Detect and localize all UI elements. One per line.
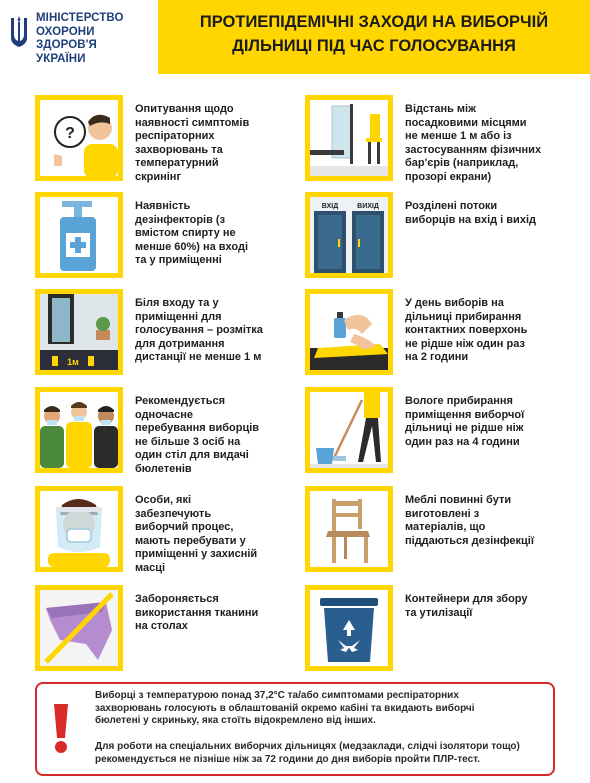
three-people-icon: [40, 392, 118, 468]
marking-tile: [35, 289, 123, 375]
flows-tile: [305, 192, 393, 278]
no-tablecloth-icon: [40, 590, 118, 666]
masks-label: Особи, які забезпечують виборчий процес, мають перебувати у приміщенні у захисній масці: [135, 494, 258, 574]
wet-cleaning-tile: [305, 387, 393, 473]
entry-exit-doors-icon: [310, 197, 388, 273]
no-cloth-label: Забороняється використання тканини на столах: [135, 593, 259, 632]
face-shield-person-icon: [40, 491, 118, 567]
ministry-logo: [8, 10, 124, 74]
mopping-icon: [310, 392, 388, 468]
sanitizer-bottle-icon: [40, 197, 118, 273]
question-person-icon: [40, 100, 118, 176]
distance-tile: [305, 95, 393, 181]
wet-cleaning-label: Вологе прибирання приміщення виборчої дільниці не рідше ніж один раз на 4 години: [405, 395, 525, 448]
furniture-label: Меблі повинні бути виготовлені з матеріалів, що піддаються дезінфекції: [405, 494, 534, 547]
screening-label: Опитування щодо наявності симптомів респіраторних захворювань та температурний скринінг: [135, 103, 250, 183]
warning-symptoms-text: Виборці з температурою понад 37,2°C та/або симптомами респіраторних захворювань голосують в облаштованій окремо кабіні та вкидають виборчі бюлетені у скриньку, яка стоїть відокремлено від інших.: [95, 690, 475, 726]
surface-cleaning-icon: [310, 294, 388, 370]
disinfectants-label: Наявність дезінфекторів (з вмістом спирту не менше 60%) на вході та у приміщенні: [135, 200, 249, 266]
svg-text:?: ?: [65, 125, 75, 142]
three-voters-label: Рекомендується одночасне перебування виборців не більше 3 осіб на один стіл для видачі бюлетенів: [135, 395, 260, 475]
containers-tile: [305, 585, 393, 671]
exit-sign: ВИХІД: [357, 203, 379, 210]
surfaces-tile: [305, 289, 393, 375]
distance-label: Відстань між посадковими місцями не менше 1 м або із застосуванням фізичних бар'єрів (наприклад, прозорі екрани): [405, 103, 542, 183]
title-banner: [158, 0, 590, 74]
no-cloth-tile: [35, 585, 123, 671]
wooden-chair-icon: [310, 491, 388, 567]
masks-tile: [35, 486, 123, 572]
exclamation-icon: [52, 702, 70, 754]
warning-pcr-text: Для роботи на спеціальних виборчих дільницях (медзаклади, слідчі ізолятори тощо) рекомендується не пізніше ніж за 72 години до дня виборів пройти ПЛР-тест.: [95, 741, 520, 765]
furniture-tile: [305, 486, 393, 572]
disinfectants-tile: [35, 192, 123, 278]
flows-label: Розділені потоки виборців на вхід і вихід: [405, 200, 536, 226]
screening-tile: [35, 95, 123, 181]
marking-label: Біля входу та у приміщенні для голосування – розмітка для дотримання дистанції не менше 1 м: [135, 297, 263, 363]
trident-icon: [8, 16, 30, 50]
header: [0, 0, 590, 82]
surfaces-label: У день виборів на дільниці прибирання контактних поверхонь не рідше ніж один раз на 2 години: [405, 297, 528, 363]
screen-barrier-icon: [310, 100, 388, 176]
floor-marking-icon: [40, 294, 118, 370]
recycling-bin-icon: [310, 590, 388, 666]
floor-mark-text: 1м: [67, 357, 79, 367]
containers-label: Контейнери для збору та утилізації: [405, 593, 528, 619]
three-voters-tile: [35, 387, 123, 473]
page-title: ПРОТИЕПІДЕМІЧНІ ЗАХОДИ НА ВИБОРЧІЙ ДІЛЬНИЦІ ПІД ЧАС ГОЛОСУВАННЯ: [199, 13, 549, 55]
warning-box: [35, 682, 555, 776]
entry-sign: ВХІД: [321, 203, 339, 210]
ministry-name: МІНІСТЕРСТВО ОХОРОНИ ЗДОРОВ'Я УКРАЇНИ: [36, 12, 124, 65]
